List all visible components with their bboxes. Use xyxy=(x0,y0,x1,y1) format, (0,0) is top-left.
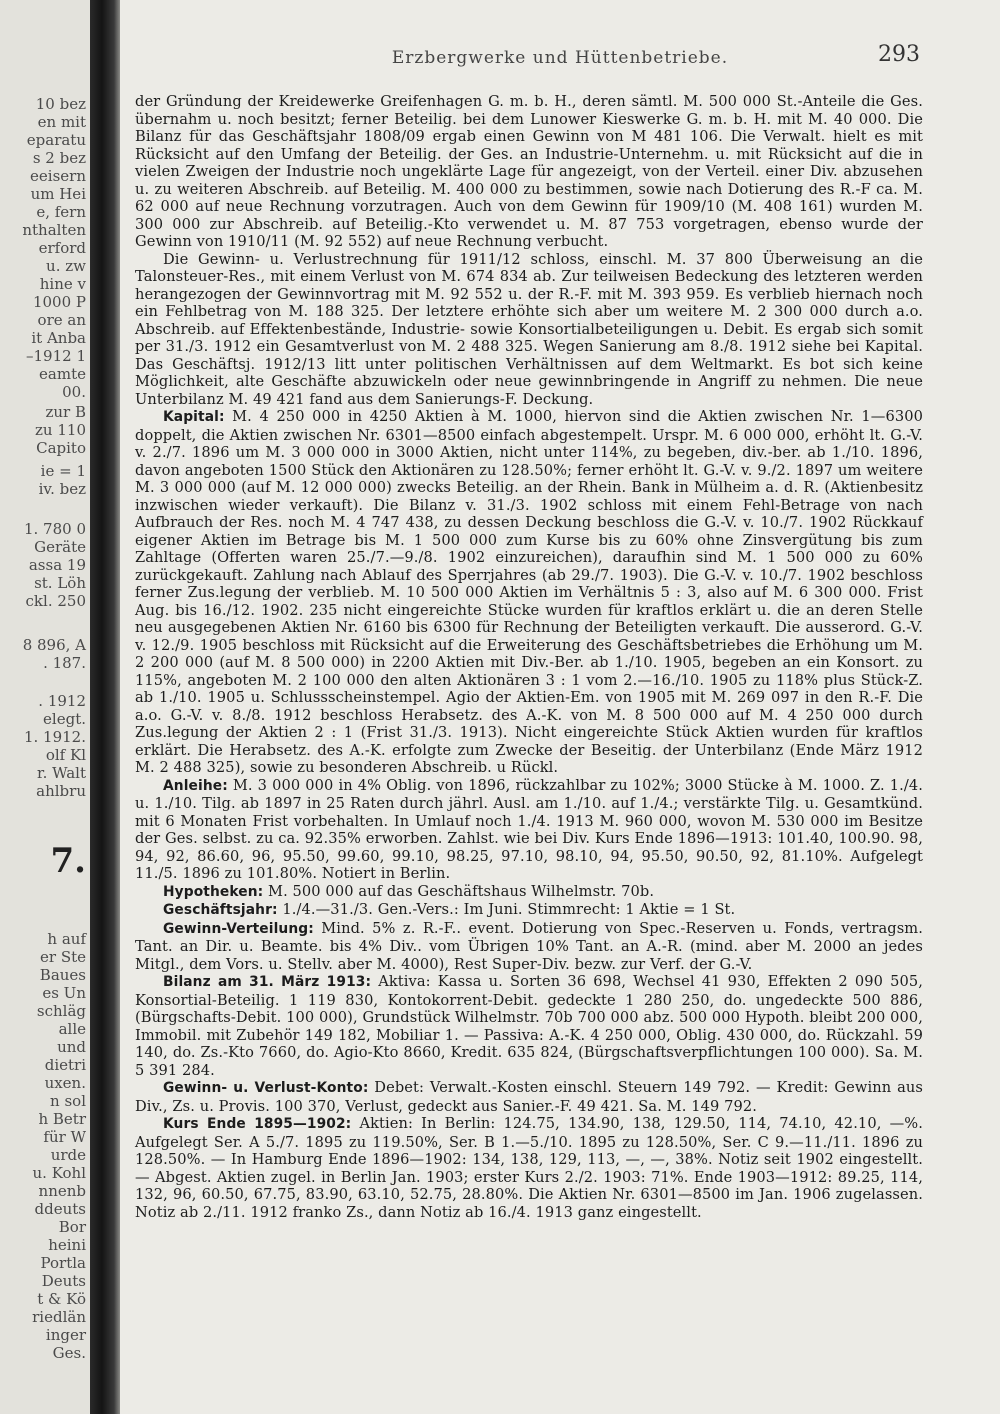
previous-page-fragment: nthalten xyxy=(22,221,86,239)
previous-page-fragment: Baues xyxy=(39,966,86,984)
section-heading: Hypotheken: xyxy=(163,883,264,900)
previous-page-fragment: . 187. xyxy=(43,654,86,672)
section-heading: Bilanz am 31. März 1913: xyxy=(163,974,372,990)
section-heading: Kapital: xyxy=(163,409,225,425)
previous-page-fragment: eamte xyxy=(39,365,86,383)
previous-page-fragment: 1000 P xyxy=(32,293,86,311)
previous-page-fragment: erford xyxy=(38,239,86,257)
previous-page-fragment: elegt. xyxy=(43,710,86,728)
previous-page-fragment: h auf xyxy=(47,930,86,948)
previous-page-fragment: uxen. xyxy=(44,1074,86,1092)
previous-page-fragment: Capito xyxy=(36,439,86,457)
book-spine-gutter xyxy=(90,0,120,1414)
previous-page-fragment: Portla xyxy=(40,1254,86,1272)
previous-page-fragment: ie = 1 xyxy=(40,462,86,480)
section-heading: Gewinn- u. Verlust-Konto: xyxy=(163,1080,369,1096)
previous-page-fragment: schläg xyxy=(36,1002,86,1020)
paragraph-text: Die Gewinn- u. Verlustrechnung für 1911/12 schloss, einschl. M. 37 800 Überweisung an die Talonsteuer-Res., mit einem Verlust von M. 674 834 ab. Zur teilweisen Bedeckung des letzteren werden herangezogen der Gewinnvortrag mit M. 92 552 u. der R.-F. mit M. 393 959. Es verblieb hiernach noch ein Fehlbetrag von M. 188 325. Der letztere erhöhte sich aber um weitere M. 2 300 000 durch a.o. Abschreib. auf Effektenbestände, Industrie- sowie Konsortialbeteiligungen u. Debit. Es ergab sich somit per 31./3. 1912 ein Gesamtverlust von M. 2 488 325. Wegen Sanierung am 8./8. 1912 siehe bei Kapital. Das Geschäftsj. 1912/13 litt unter politischen Verhältnissen auf dem Weltmarkt. Es bot sich keine Möglichkeit, alte Geschäfte abzuwickeln oder neue gewinnbringende in Angriff zu nehmen. Die neue Unterbilanz M. 49 421 fand aus dem Sanierungs-F. Deckung. xyxy=(135,250,923,408)
previous-page-fragment: Ges. xyxy=(52,1344,86,1362)
section-heading: Kurs Ende 1895—1902: xyxy=(163,1116,352,1132)
paragraph-text: M. 3 000 000 in 4% Oblig. von 1896, rückzahlbar zu 102%; 3000 Stücke à M. 1000. Z. 1./4. u. 1./10. Tilg. ab 1897 in 25 Raten durch jährl. Ausl. am 1./10. auf 1./4.; verstärkte Tilg. u. Gesamtkünd. mit 6 Monaten Frist vorbehalten. In Umlauf noch 1./4. 1913 M. 960 000, wovon M. 530 000 im Besitze der Ges. selbst. zu ca. 92.35% erworben. Zahlst. wie bei Div. Kurs Ende 1896—1913: 101.40, 100.90. 98, 94, 92, 86.60, 96, 95.50, 99.60, 99.10, 98.25, 97.10, 98.10, 94, 95.50, 90.50, 92, 81.10%. Aufgelegt 11./5. 1896 zu 101.80%. Notiert in Berlin. xyxy=(135,776,923,882)
paragraph xyxy=(135,777,923,883)
paragraph xyxy=(135,251,923,409)
previous-page-fragment: Bor xyxy=(58,1218,86,1236)
page-header xyxy=(120,42,1000,78)
paragraph xyxy=(135,883,923,902)
previous-page-fragment: und xyxy=(57,1038,86,1056)
section-heading: Gewinn-Verteilung: xyxy=(163,920,314,937)
previous-page-fragment: 00. xyxy=(62,383,86,401)
paragraph-text: der Gründung der Kreidewerke Greifenhagen G. m. b. H., deren sämtl. M. 500 000 St.-Anteile die Ges. übernahm u. noch besitzt; ferner Beteilig. bei dem Lunower Kieswerke G. m. b. H. mit M. 40 000. Die Bilanz für das Geschäftsjahr 1808/09 ergab einen Gewinn von M 481 106. Die Verwalt. hielt es mit Rücksicht auf den Umfang der Beteilig. der Ges. an Industrie-Unternehm. u. mit Rücksicht auf die in vielen Zweigen der Industrie noch ungeklärte Lage für angezeigt, von der Verteil. einer Div. abzusehen u. zu weiteren Abschreib. auf Beteilig. M. 400 000 zu bestimmen, sowie nach Dotierung des R.-F ca. M. 62 000 auf neue Rechnung vorzutragen. Auch von dem Gewinn für 1909/10 (M. 408 161) wurden M. 300 000 zur Abschreib. auf Beteilig.-Kto verwendet u. M. 87 753 vorgetragen, ebenso wurde der Gewinn von 1910/11 (M. 92 552) auf neue Rechnung verbucht. xyxy=(135,93,923,250)
previous-page-fragment: 1. 1912. xyxy=(23,728,86,746)
previous-page-fragment: h Betr xyxy=(38,1110,86,1128)
paragraph-text: Mind. 5% z. R.-F.. event. Dotierung von Spec.-Reserven u. Fonds, vertragsm. Tant. an Dir. u. Beamte. bis 4% Div.. vom Übrigen 10% Tant. an A.-R. (mind. aber M. 2000 an jedes Mitgl., dem Vors. u. Stellv. aber M. 4000), Rest Super-Div. bezw. zur Verf. der G.-V. xyxy=(135,919,923,973)
paragraph xyxy=(135,1079,923,1115)
previous-page-edge xyxy=(0,0,90,1414)
running-title: Erzbergwerke und Hüttenbetriebe. xyxy=(391,48,729,68)
previous-page-fragment: assa 19 xyxy=(28,556,86,574)
paragraph-text: Debet: Verwalt.-Kosten einschl. Steuern 149 792. — Kredit: Gewinn aus Div., Zs. u. Provis. 100 370, Verlust, gedeckt aus Sanier.-F. 49 421. Sa. M. 149 792. xyxy=(135,1079,923,1115)
previous-page-fragment: it Anba xyxy=(31,329,86,347)
section-heading: Anleihe: xyxy=(163,777,228,794)
previous-page-fragment: r. Walt xyxy=(37,764,86,782)
paragraph-text: M. 4 250 000 in 4250 Aktien à M. 1000, hiervon sind die Aktien zwischen Nr. 1—6300 doppelt, die Aktien zwischen Nr. 6301—8500 einfach abgestempelt. Urspr. M. 6 000 000, erhöht lt. G.-V. v. 2./7. 1896 um M. 3 000 000 in 3000 Aktien, nicht unter 114%, zu begeben, div.-ber. ab 1./10. 1896, davon angeboten 1500 Stück den Aktionären zu 128.50%; ferner erhöht lt. G.-V. v. 9./2. 1897 um weitere M. 3 000 000 (auf M. 12 000 000) zwecks Beteilig. an der Rhein. Bank in Mülheim a. d. R. (Aktienbesitz inzwischen wieder verkauft). Die Bilanz v. 31./3. 1902 schloss mit einem Fehl-Betrage von nach Aufbrauch der Res. noch M. 4 747 438, zu dessen Deckung beschloss die G.-V. v. 10./7. 1902 Rückkauf eigener Aktien im Betrage bis M. 1 500 000 zum Kurse bis zu 60% ohne Zinsvergütung bis zum Zahltage (Offerten waren 25./7.—9./8. 1902 einzureichen), daraufhin sind M. 1 500 000 zu 60% zurückgekauft. Zahlung nach Ablauf des Sperrjahres (ab 29./7. 1903). Die G.-V. v. 10./7. 1902 beschloss ferner Zus.legung der verblieb. M. 10 500 000 Aktien im Verhältnis 5 : 3, also auf M. 6 300 000. Frist Aug. bis 16./12. 1902. 235 nicht eingereichte Stücke wurden für kraftlos erklärt u. die an deren Stelle neu ausgegebenen Aktien Nr. 6160 bis 6300 für Rechnung der Beteiligten verkauft. Die ausserord. G.-V. v. 12./9. 1905 beschloss mit Rücksicht auf die Erweiterung des Geschäftsbetriebes die Erhöhung um M. 2 200 000 (auf M. 8 500 000) in 2200 Aktien mit Div.-Ber. ab 1./10. 1905, begeben an ein Konsort. zu 115%, angeboten M. 2 100 000 den alten Aktionären 3 : 1 vom 2.—16./10. 1905 zu 118% plus Stück-Z. ab 1./10. 1905 u. Schlussscheinstempel. Agio der Aktien-Em. von 1905 mit M. 269 097 in den R.-F. Die a.o. G.-V. v. 8./8. 1912 beschloss Herabsetz. des A.-K. von M. 8 500 000 auf M. 4 250 000 durch Zus.legung der Aktien 2 : 1 (Frist 31./3. 1913). Nicht eingereichte Stück Aktien wurden für kraftlos erklärt. Die Herabsetz. des A.-K. erfolgte zum Zwecke der Beseitig. der Unterbilanz (Ende März 1912 M. 2 488 325), sowie zu besonderen Abschreib. u Rückl. xyxy=(135,408,923,776)
previous-page-fragment: ckl. 250 xyxy=(25,592,86,610)
paragraph-text: Aktiva: Kassa u. Sorten 36 698, Wechsel 41 930, Effekten 2 090 505, Konsortial-Beteilig. 1 119 830, Kontokorrent-Debit. gedeckte 1 280 250, do. ungedeckte 500 886, (Bürgschafts-Debit. 100 000), Grundstück Wilhelmstr. 70b 700 000 abz. 500 000 Hypoth. bleibt 200 000, Immobil. mit Zubehör 149 182, Mobiliar 1. — Passiva: A.-K. 4 250 000, Oblig. 430 000, do. Rückzahl. 59 140, do. Zs.-Kto 7660, do. Agio-Kto 8660, Kredit. 635 824, (Bürgschaftsverpflichtungen 100 000). Sa. M. 5 391 284. xyxy=(135,973,923,1079)
paragraph-text: M. 500 000 auf das Geschäftshaus Wilhelmstr. 70b. xyxy=(263,882,655,900)
previous-page-fragment: für W xyxy=(43,1128,86,1146)
previous-page-fragment: Deuts xyxy=(41,1272,86,1290)
previous-page-fragment: n sol xyxy=(50,1092,86,1110)
page-body xyxy=(135,93,923,1221)
previous-page-fragment: alle xyxy=(58,1020,86,1038)
paragraph xyxy=(135,93,923,251)
previous-page-fragment: t & Kö xyxy=(37,1290,86,1308)
previous-page-fragment: um Hei xyxy=(30,185,86,203)
previous-page-fragment: ddeuts xyxy=(34,1200,86,1218)
previous-page-fragment: eeisern xyxy=(30,167,86,185)
paragraph-text: 1./4.—31./3. Gen.-Vers.: Im Juni. Stimmrecht: 1 Aktie = 1 St. xyxy=(277,901,736,918)
previous-page-fragment: dietri xyxy=(44,1056,86,1074)
previous-page-fragment: 1. 780 0 xyxy=(23,520,86,538)
previous-page-fragment: Geräte xyxy=(34,538,86,556)
previous-page-fragment: ore an xyxy=(37,311,86,329)
previous-page-fragment: es Un xyxy=(42,984,86,1002)
previous-page-fragment: ahlbru xyxy=(36,782,86,800)
previous-page-fragment: u. zw xyxy=(46,257,86,275)
previous-page-fragment: en mit xyxy=(37,113,86,131)
previous-page-fragment: zur B xyxy=(45,403,86,421)
previous-page-fragment: zu 110 xyxy=(35,421,86,439)
previous-page-fragment: er Ste xyxy=(40,948,86,966)
section-heading: Geschäftsjahr: xyxy=(163,902,278,918)
previous-page-fragment: 8 896, A xyxy=(22,636,86,654)
paragraph xyxy=(135,920,923,974)
previous-page-fragment: riedlän xyxy=(32,1308,86,1326)
previous-page-fragment: e, fern xyxy=(36,203,86,221)
previous-page-fragment: iv. bez xyxy=(38,480,86,498)
previous-page-fragment: inger xyxy=(45,1326,86,1344)
previous-page-fragment: 7. xyxy=(50,841,86,881)
previous-page-fragment: urde xyxy=(50,1146,86,1164)
previous-page-fragment: –1912 1 xyxy=(26,347,86,365)
previous-page-fragment: eparatu xyxy=(26,131,86,149)
previous-page-fragment: olf Kl xyxy=(45,746,86,764)
previous-page-fragment: hine v xyxy=(39,275,86,293)
paragraph-text: Aktien: In Berlin: 124.75, 134.90, 138, 129.50, 114, 74.10, 42.10, —%. Aufgelegt Ser. A 5./7. 1895 zu 119.50%, Ser. B 1.—5./10. 1895 zu 128.50%, Ser. C 9.—11./11. 1896 zu 128.50%. — In Hamburg Ende 1896—1902: 134, 138, 129, 113, —, —, 38%. Notiz seit 1902 eingestellt. — Abgest. Aktien zugel. in Berlin Jan. 1903; erster Kurs 2./2. 1903: 71%. Ende 1903—1912: 89.25, 114, 132, 96, 60.50, 67.75, 83.90, 63.10, 52.75, 28.80%. Die Aktien Nr. 6301—8500 im Jan. 1906 zugelassen. Notiz ab 2./11. 1912 franko Zs., dann Notiz ab 16./4. 1913 ganz eingestellt. xyxy=(135,1115,923,1221)
previous-page-fragment: u. Kohl xyxy=(32,1164,86,1182)
previous-page-fragment: 10 bez xyxy=(35,95,86,113)
paragraph xyxy=(135,1115,923,1221)
paragraph xyxy=(135,901,923,920)
previous-page-fragment: s 2 bez xyxy=(32,149,86,167)
paragraph xyxy=(135,408,923,777)
previous-page-fragment: st. Löh xyxy=(34,574,86,592)
previous-page-fragment: nnenb xyxy=(38,1182,86,1200)
paragraph xyxy=(135,973,923,1079)
previous-page-fragment: heini xyxy=(48,1236,86,1254)
previous-page-fragment: . 1912 xyxy=(38,692,86,710)
page-number: 293 xyxy=(878,42,920,67)
